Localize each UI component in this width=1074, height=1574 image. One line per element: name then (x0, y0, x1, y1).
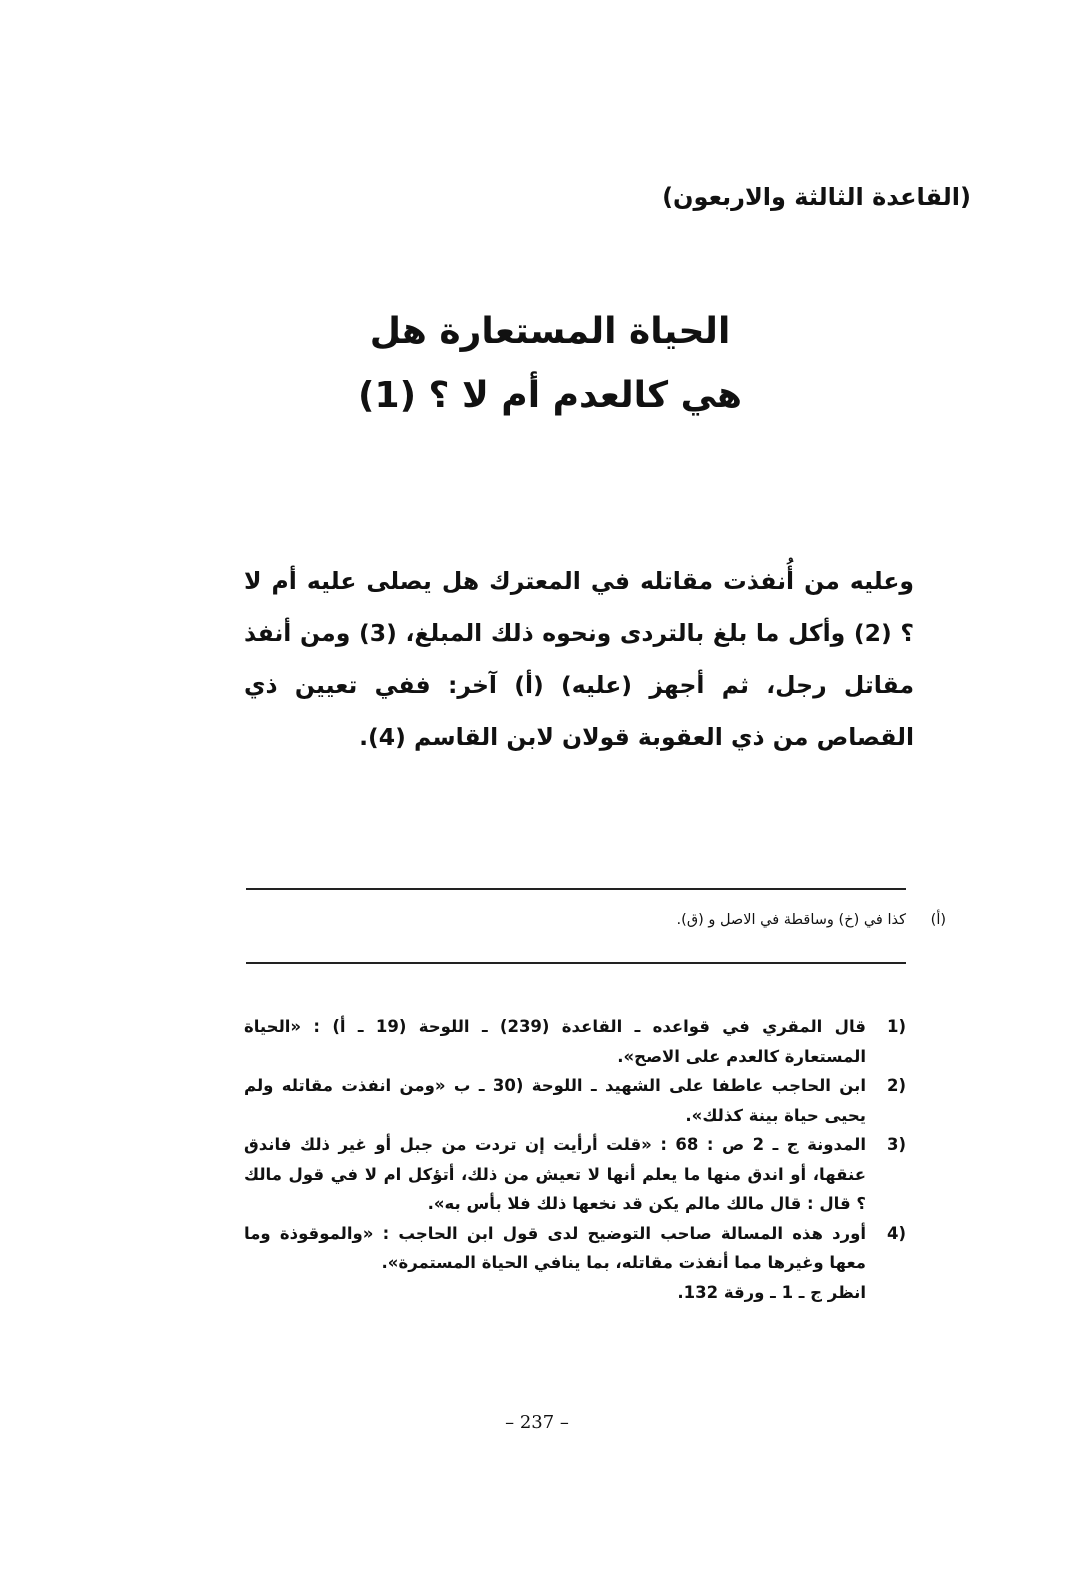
main-paragraph: وعليه من أُنفذت مقاتله في المعترك هل يصلى عليه أم لا ؟ (2) وأكل ما بلغ بالتردى ونحوه ذلك المبلغ، (3) ومن أنفذ مقاتل رجل، ثم أجهز (عليه) (أ) آخر: ففي تعيين ذي القصاص من ذي العقوبة قولان لابن القاسم (4). (244, 567, 914, 751)
footnote-4 (244, 1219, 906, 1278)
footnote-text: ابن الحاجب عاطفا على الشهيد ـ اللوحة (30 ـ ب «ومن انفذت مقاتله ولم يحيى حياة بينة كذلك». (244, 1076, 867, 1125)
footnote-number: (4 (886, 1223, 906, 1243)
chapter-title (300, 300, 800, 428)
footnote-2 (244, 1071, 906, 1130)
footnote-number: (1 (886, 1017, 906, 1036)
footnote-3 (244, 1130, 906, 1219)
title-line-2: هي كالعدم أم لا ؟ (1) (358, 375, 742, 416)
editor-note-text: كذا في (خ) وساقطة في الاصل و (ق). (676, 912, 906, 928)
footnote-text: قال المقري في قواعده ـ القاعدة (239) ـ اللوحة (19 ـ أ) : «الحياة المستعارة كالعدم على الاصح». (244, 1017, 866, 1066)
footnote-number: (3 (886, 1135, 906, 1154)
footnote-text: المدونة ج ـ 2 ص : 68 : «قلت أرأيت إن تردت من جبل أو غير ذلك فاندق عنقها، أو اندق منها ما يعلم أنها لا تعيش من ذلك، أتؤكل ام لا في قول مالك ؟ قال : قال مالك مالم يكن قد نخعها ذلك فلا بأس به». (244, 1135, 866, 1213)
rule-header: (القاعدة الثالثة والاربعون) (662, 183, 971, 211)
title-line-1: الحياة المستعارة هل (369, 311, 731, 352)
top-divider (246, 888, 906, 890)
footnote-4-reference: انظر ج ـ 1 ـ ورقة 132. (677, 1282, 866, 1302)
editor-note-mark: (أ) (930, 912, 946, 928)
footnote-1 (244, 1012, 906, 1071)
footnote-number: (2 (886, 1076, 906, 1095)
editor-note (306, 912, 946, 928)
footnotes-list (244, 1012, 906, 1307)
footnote-text: أورد هذه المسالة صاحب التوضيح لدى قول ابن الحاجب : «والموقوذة وما معها وغيرها مما أنفذت مقاتله، بما ينافي الحياة المستمرة». (244, 1223, 866, 1272)
page-number: – 237 – (505, 1412, 569, 1433)
bottom-divider (246, 962, 906, 964)
